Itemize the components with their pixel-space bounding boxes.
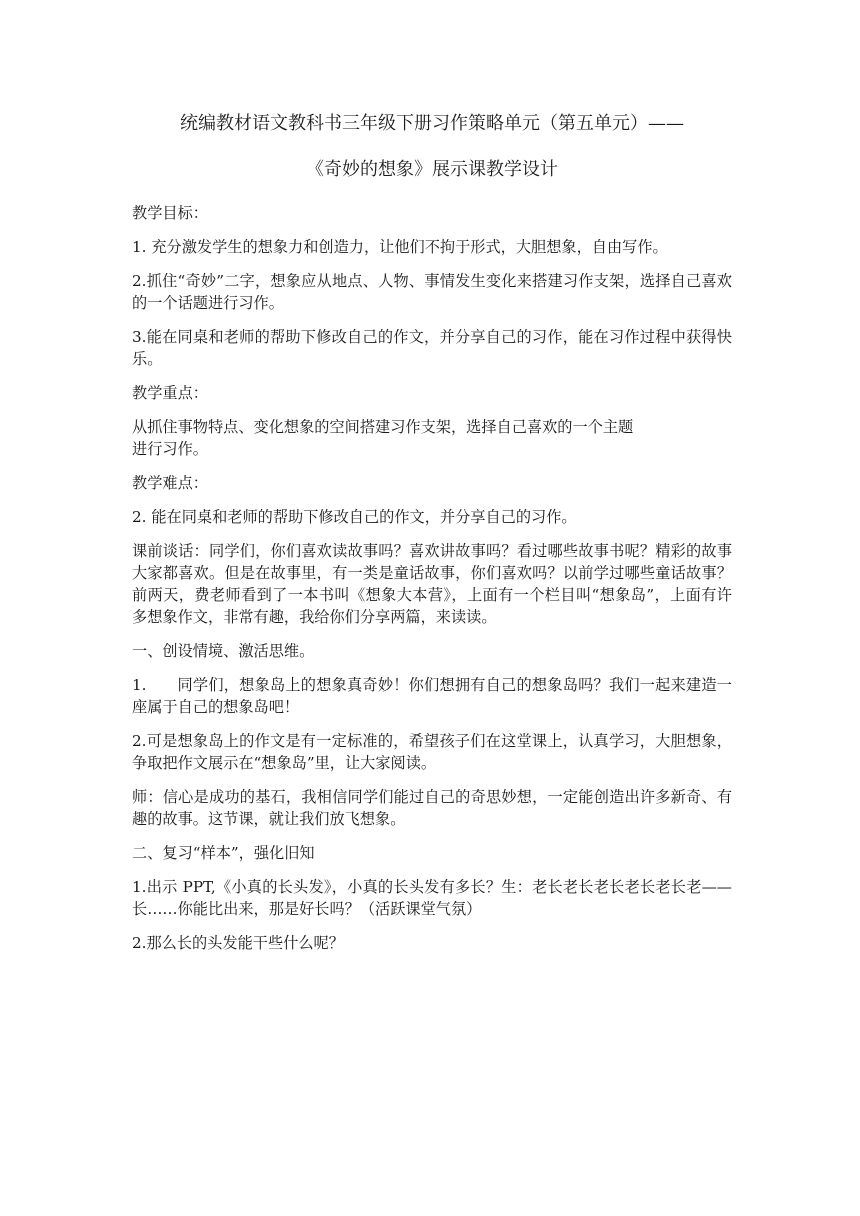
heading-teaching-goals: 教学目标：	[132, 204, 208, 222]
document-title-line-2: 《奇妙的想象》展示课教学设计	[306, 159, 558, 180]
document-page	[132, 112, 732, 954]
focus-text-line-2: 进行习作。	[132, 440, 208, 458]
section-2-item-2: 2.那么长的头发能干些什么呢？	[132, 934, 344, 952]
section-1-item-2: 2.可是想象岛上的作文是有一定标准的，希望孩子们在这堂课上，认真学习，大胆想象，争取把作文展示在“想象岛”里，让大家阅读。	[132, 732, 732, 772]
focus-text-line-1: 从抓住事物特点、变化想象的空间搭建习作支架，选择自己喜欢的一个主题	[132, 418, 634, 436]
goal-item-3: 3.能在同桌和老师的帮助下修改自己的作文，并分享自己的习作，能在习作过程中获得快乐。	[132, 328, 732, 368]
heading-teaching-difficulty: 教学难点：	[132, 474, 208, 492]
section-1-item-1: 1. 同学们，想象岛上的想象真奇妙！你们想拥有自己的想象岛吗？我们一起来建造一座属于自己的想象岛吧！	[132, 676, 732, 716]
goal-item-2: 2.抓住“奇妙”二字，想象应从地点、人物、事情发生变化来搭建习作支架，选择自己喜欢的一个话题进行习作。	[132, 272, 732, 312]
section-heading-1: 一、创设情境、激活思维。	[132, 642, 315, 660]
pre-class-talk: 课前谈话：同学们，你们喜欢读故事吗？喜欢讲故事吗？看过哪些故事书呢？精彩的故事大家都喜欢。但是在故事里，有一类是童话故事，你们喜欢吗？以前学过哪些童话故事？前两天，费老师看到了一本书叫《想象大本营》，上面有一个栏目叫“想象岛”，上面有许多想象作文，非常有趣，我给你们分享两篇，来读读。	[132, 542, 732, 626]
document-title-line-1: 统编教材语文教科书三年级下册习作策略单元（第五单元）——	[180, 113, 684, 134]
section-heading-2: 二、复习“样本”，强化旧知	[132, 844, 315, 862]
section-2-item-1: 1.出示 PPT,《小真的长头发》，小真的长头发有多长？生：老长老长老长老长老长老——长……你能比出来，那是好长吗？（活跃课堂气氛）	[132, 878, 732, 918]
goal-item-1: 1. 充分激发学生的想象力和创造力，让他们不拘于形式，大胆想象，自由写作。	[132, 238, 668, 256]
difficulty-item: 2. 能在同桌和老师的帮助下修改自己的作文，并分享自己的习作。	[132, 508, 577, 526]
teacher-remark: 师：信心是成功的基石，我相信同学们能过自己的奇思妙想，一定能创造出许多新奇、有趣的故事。这节课，就让我们放飞想象。	[132, 788, 732, 828]
heading-teaching-focus: 教学重点：	[132, 384, 208, 402]
